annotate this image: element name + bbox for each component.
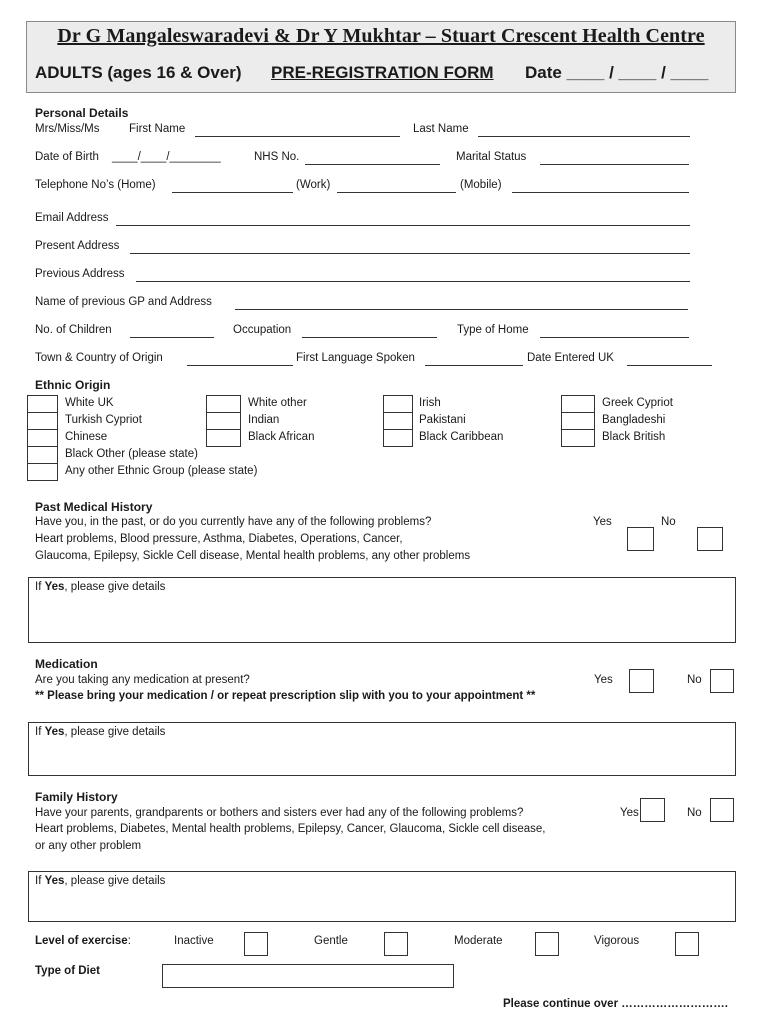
town-origin-field[interactable] xyxy=(187,365,293,366)
checkbox-black-other[interactable] xyxy=(27,446,58,464)
form-date[interactable]: Date ____ / ____ / ____ xyxy=(525,63,709,82)
pmh-no-label: No xyxy=(661,516,676,528)
family-question: Have your parents, grandparents or bothers and sisters ever had any of the following problems? xyxy=(35,807,524,819)
language-label: First Language Spoken xyxy=(296,352,415,364)
pmh-conditions-2: Glaucoma, Epilepsy, Sickle Cell disease, Mental health problems, any other problems xyxy=(35,550,471,562)
previous-gp-field[interactable] xyxy=(235,309,688,310)
email-label: Email Address xyxy=(35,212,109,224)
exercise-gentle-label: Gentle xyxy=(314,935,348,947)
nhs-field[interactable] xyxy=(305,164,440,165)
checkbox-black-african[interactable] xyxy=(206,429,241,447)
ethnic-black-british: Black British xyxy=(602,431,666,443)
tel-mobile-field[interactable] xyxy=(512,192,689,193)
town-origin-label: Town & Country of Origin xyxy=(35,352,163,364)
ethnic-chinese: Chinese xyxy=(65,431,108,443)
dob-field[interactable]: ____/____/________ xyxy=(112,151,221,163)
pmh-yes-checkbox[interactable] xyxy=(627,527,654,551)
ethnic-irish: Irish xyxy=(419,397,441,409)
children-field[interactable] xyxy=(130,337,214,338)
checkbox-white-uk[interactable] xyxy=(27,395,58,413)
medication-yes-checkbox[interactable] xyxy=(629,669,654,693)
ethnic-any-other: Any other Ethnic Group (please state) xyxy=(65,465,258,477)
personal-details-heading: Personal Details xyxy=(35,106,129,120)
diet-label: Type of Diet xyxy=(35,965,100,977)
medication-no-label: No xyxy=(687,674,702,686)
tel-work-label: (Work) xyxy=(296,179,331,191)
first-name-field[interactable] xyxy=(195,136,400,137)
occupation-field[interactable] xyxy=(302,337,437,338)
medication-heading: Medication xyxy=(35,657,98,671)
checkbox-black-british[interactable] xyxy=(561,429,595,447)
checkbox-irish[interactable] xyxy=(383,395,413,413)
medication-question: Are you taking any medication at present? xyxy=(35,674,250,686)
exercise-moderate-label: Moderate xyxy=(454,935,503,947)
family-details-box[interactable] xyxy=(28,871,736,922)
ethnic-greek-cypriot: Greek Cypriot xyxy=(602,397,673,409)
marital-label: Marital Status xyxy=(456,151,527,163)
last-name-field[interactable] xyxy=(478,136,690,137)
first-name-label: First Name xyxy=(129,123,186,135)
pmh-details-box[interactable] xyxy=(28,577,736,643)
medication-details-box[interactable] xyxy=(28,722,736,776)
family-no-checkbox[interactable] xyxy=(710,798,734,822)
medication-details-label: If Yes, please give details xyxy=(35,726,166,738)
ethnic-black-caribbean: Black Caribbean xyxy=(419,431,504,443)
family-yes-label: Yes xyxy=(620,807,639,819)
present-address-field[interactable] xyxy=(130,253,690,254)
present-address-label: Present Address xyxy=(35,240,120,252)
family-no-label: No xyxy=(687,807,702,819)
ethnic-white-uk: White UK xyxy=(65,397,114,409)
ethnic-indian: Indian xyxy=(248,414,280,426)
exercise-inactive-checkbox[interactable] xyxy=(244,932,268,956)
pmh-conditions-1: Heart problems, Blood pressure, Asthma, Diabetes, Operations, Cancer, xyxy=(35,533,403,545)
family-conditions-1: Heart problems, Diabetes, Mental health problems, Epilepsy, Cancer, Glaucoma, Sickle cell disease, xyxy=(35,823,546,835)
pmh-heading: Past Medical History xyxy=(35,500,153,514)
form-header xyxy=(26,21,736,93)
occupation-label: Occupation xyxy=(233,324,292,336)
tel-mobile-label: (Mobile) xyxy=(460,179,502,191)
previous-gp-label: Name of previous GP and Address xyxy=(35,296,212,308)
checkbox-white-other[interactable] xyxy=(206,395,241,413)
practice-title: Dr G Mangaleswaradevi & Dr Y Mukhtar – Stuart Crescent Health Centre xyxy=(57,25,705,47)
pmh-yes-label: Yes xyxy=(593,516,612,528)
checkbox-greek-cypriot[interactable] xyxy=(561,395,595,413)
title-label: Mrs/Miss/Ms xyxy=(35,123,100,135)
exercise-vigorous-checkbox[interactable] xyxy=(675,932,699,956)
family-conditions-2: or any other problem xyxy=(35,840,142,852)
marital-field[interactable] xyxy=(540,164,689,165)
date-entered-uk-field[interactable] xyxy=(627,365,712,366)
children-label: No. of Children xyxy=(35,324,112,336)
date-entered-uk-label: Date Entered UK xyxy=(527,352,614,364)
exercise-inactive-label: Inactive xyxy=(174,935,214,947)
family-details-label: If Yes, please give details xyxy=(35,875,166,887)
ethnic-turkish-cypriot: Turkish Cypriot xyxy=(65,414,142,426)
family-yes-checkbox[interactable] xyxy=(640,798,665,822)
pmh-question: Have you, in the past, or do you currently have any of the following problems? xyxy=(35,516,432,528)
continue-over-note: Please continue over ………………………. xyxy=(503,998,728,1010)
previous-address-label: Previous Address xyxy=(35,268,125,280)
home-type-field[interactable] xyxy=(540,337,689,338)
pmh-no-checkbox[interactable] xyxy=(697,527,723,551)
ethnic-black-african: Black African xyxy=(248,431,315,443)
ethnic-white-other: White other xyxy=(248,397,307,409)
tel-home-field[interactable] xyxy=(172,192,293,193)
tel-home-label: Telephone No’s (Home) xyxy=(35,179,156,191)
exercise-vigorous-label: Vigorous xyxy=(594,935,640,947)
nhs-label: NHS No. xyxy=(254,151,300,163)
previous-address-field[interactable] xyxy=(136,281,690,282)
checkbox-turkish-cypriot[interactable] xyxy=(27,412,58,430)
form-name: PRE-REGISTRATION FORM xyxy=(271,63,494,82)
exercise-label: Level of exercise: xyxy=(35,935,131,947)
tel-work-field[interactable] xyxy=(337,192,456,193)
checkbox-chinese[interactable] xyxy=(27,429,58,447)
diet-input[interactable] xyxy=(162,964,454,988)
home-type-label: Type of Home xyxy=(457,324,529,336)
last-name-label: Last Name xyxy=(413,123,469,135)
checkbox-pakistani[interactable] xyxy=(383,412,413,430)
form-audience: ADULTS (ages 16 & Over) xyxy=(35,63,242,82)
checkbox-any-other[interactable] xyxy=(27,463,58,481)
medication-note: ** Please bring your medication / or repeat prescription slip with you to your appointment ** xyxy=(35,690,536,702)
ethnic-origin-heading: Ethnic Origin xyxy=(35,378,111,392)
checkbox-indian[interactable] xyxy=(206,412,241,430)
ethnic-pakistani: Pakistani xyxy=(419,414,466,426)
dob-label: Date of Birth xyxy=(35,151,99,163)
exercise-moderate-checkbox[interactable] xyxy=(535,932,559,956)
email-field[interactable] xyxy=(116,225,690,226)
pmh-details-label: If Yes, please give details xyxy=(35,581,166,593)
ethnic-bangladeshi: Bangladeshi xyxy=(602,414,666,426)
ethnic-black-other: Black Other (please state) xyxy=(65,448,198,460)
medication-no-checkbox[interactable] xyxy=(710,669,734,693)
checkbox-black-caribbean[interactable] xyxy=(383,429,413,447)
language-field[interactable] xyxy=(425,365,523,366)
exercise-gentle-checkbox[interactable] xyxy=(384,932,408,956)
checkbox-bangladeshi[interactable] xyxy=(561,412,595,430)
medication-yes-label: Yes xyxy=(594,674,613,686)
family-history-heading: Family History xyxy=(35,790,118,804)
